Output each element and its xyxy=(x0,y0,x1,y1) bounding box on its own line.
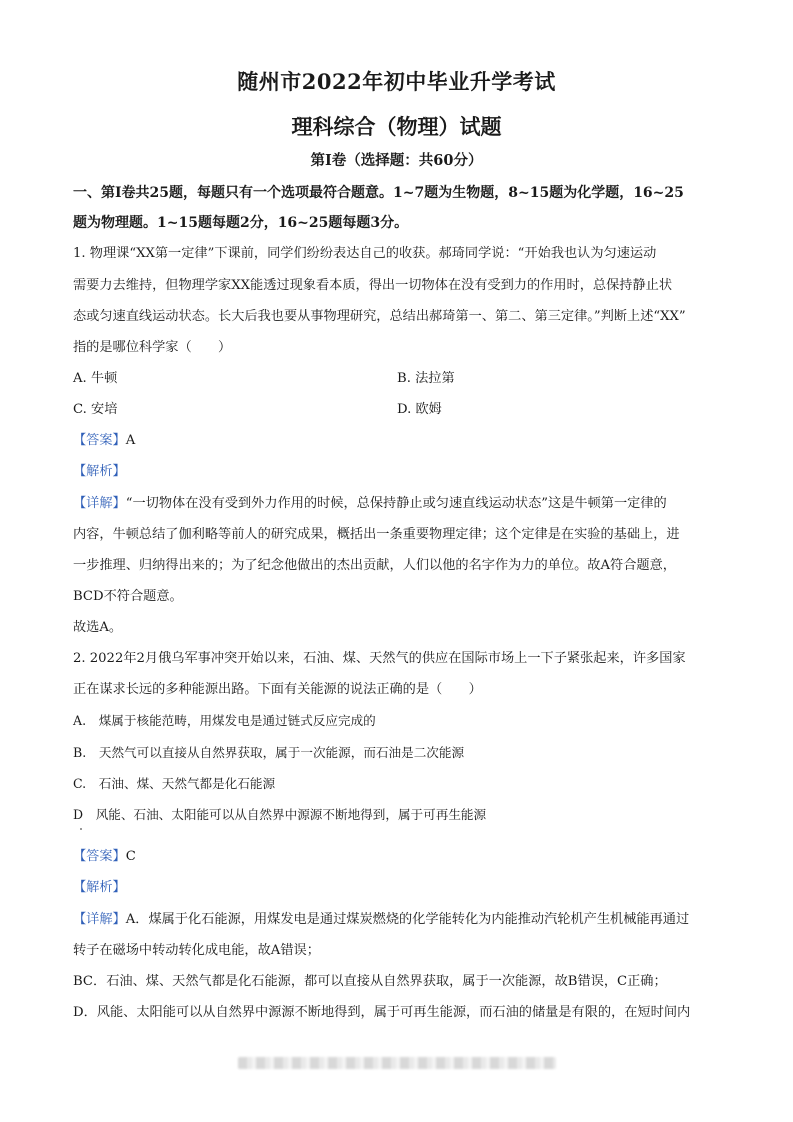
section-heading: 第I卷（选择题：共60分） xyxy=(310,152,483,169)
q2-stem-line-1: 2. 2022年2月俄乌军事冲突开始以来，石油、煤、天然气的供应在国际市场上一下子紧张起来，许多国家 xyxy=(73,651,686,666)
detail-text: A．煤属于化石能源，用煤发电是通过煤炭燃烧的化学能转化为内能推动汽轮机产生机械能再通过 xyxy=(125,912,690,927)
exam-title: 随州市2022年初中毕业升学考试 xyxy=(237,69,556,94)
q1-detail-line-2: 内容，牛顿总结了伽利略等前人的研究成果，概括出一条重要物理定律；这个定律是在实验的基础上，进 xyxy=(73,527,680,542)
detail-tag: 【详解】 xyxy=(73,912,126,927)
instruction-line-2: 题为物理题。1~15题每题2分，16~25题每题3分。 xyxy=(73,215,409,231)
q1-stem-line-2: 需要力去维持，但物理学家XX能透过现象看本质，得出一切物体在没有受到力的作用时，总保持静止状 xyxy=(73,278,673,293)
blurred-footer-watermark xyxy=(238,1057,556,1069)
q1-stem-line-3: 态或匀速直线运动状态。长大后我也要从事物理研究，总结出郝琦第一、第二、第三定律。”判断上述“XX” xyxy=(73,309,686,324)
answer-value: A xyxy=(125,433,136,448)
q1-stem-line-1: 1. 物理课“XX第一定律”下课前，同学们纷纷表达自己的收获。郝琦同学说：“开始我也认为匀速运动 xyxy=(73,246,657,261)
answer-tag: 【答案】 xyxy=(73,849,126,864)
instruction-line-1: 一、第I卷共25题，每题只有一个选项最符合题意。1~7题为生物题，8~15题为化学题，16~25 xyxy=(73,185,684,201)
answer-tag: 【答案】 xyxy=(73,433,126,448)
q1-option-c: C. 安培 xyxy=(73,402,118,417)
q2-stem-line-2: 正在谋求长远的多种能源出路。下面有关能源的说法正确的是（ ） xyxy=(73,682,482,697)
q1-conclusion: 故选A。 xyxy=(73,620,123,635)
detail-text: “一切物体在没有受到外力作用的时候，总保持静止或匀速直线运动状态”这是牛顿第一定律的 xyxy=(125,496,667,511)
q2-detail-line-2: 转子在磁场中转动转化成电能，故A错误； xyxy=(73,943,320,958)
q1-detail-line-1 xyxy=(73,495,725,513)
q1-detail-line-3: 一步推理、归纳得出来的；为了纪念他做出的杰出贡献，人们以他的名字作为力的单位。故A符合题意， xyxy=(73,558,676,573)
q1-option-a: A. 牛顿 xyxy=(73,371,118,386)
q1-option-d: D. 欧姆 xyxy=(397,402,442,417)
exam-subtitle: 理科综合（物理）试题 xyxy=(291,114,502,139)
q1-stem-line-4: 指的是哪位科学家（ ） xyxy=(73,340,232,355)
answer-value: C xyxy=(125,849,136,864)
q2-detail-line-1 xyxy=(73,911,725,929)
q2-option-c: C. 石油、煤、天然气都是化石能源 xyxy=(73,776,276,791)
q2-answer xyxy=(73,848,725,866)
q2-detail-line-3: BC．石油、煤、天然气都是化石能源，都可以直接从自然界获取，属于一次能源，故B错误，C正确； xyxy=(73,974,667,989)
stray-mark xyxy=(80,828,82,830)
detail-tag: 【详解】 xyxy=(73,496,126,511)
q2-option-d: D 风能、石油、太阳能可以从自然界中源源不断地得到，属于可再生能源 xyxy=(73,807,487,822)
q2-option-a: A. 煤属于核能范畴，用煤发电是通过链式反应完成的 xyxy=(73,713,376,728)
q2-option-b: B. 天然气可以直接从自然界获取，属于一次能源，而石油是二次能源 xyxy=(73,745,465,760)
q1-answer xyxy=(73,432,725,450)
q1-analysis-tag: 【解析】 xyxy=(73,464,126,479)
q1-option-b: B. 法拉第 xyxy=(397,371,455,386)
q1-detail-line-4: BCD不符合题意。 xyxy=(73,589,183,604)
q2-analysis-tag: 【解析】 xyxy=(73,880,126,895)
q2-detail-line-4: D．风能、太阳能可以从自然界中源源不断地得到，属于可再生能源，而石油的储量是有限的，在短时间内 xyxy=(73,1005,691,1020)
